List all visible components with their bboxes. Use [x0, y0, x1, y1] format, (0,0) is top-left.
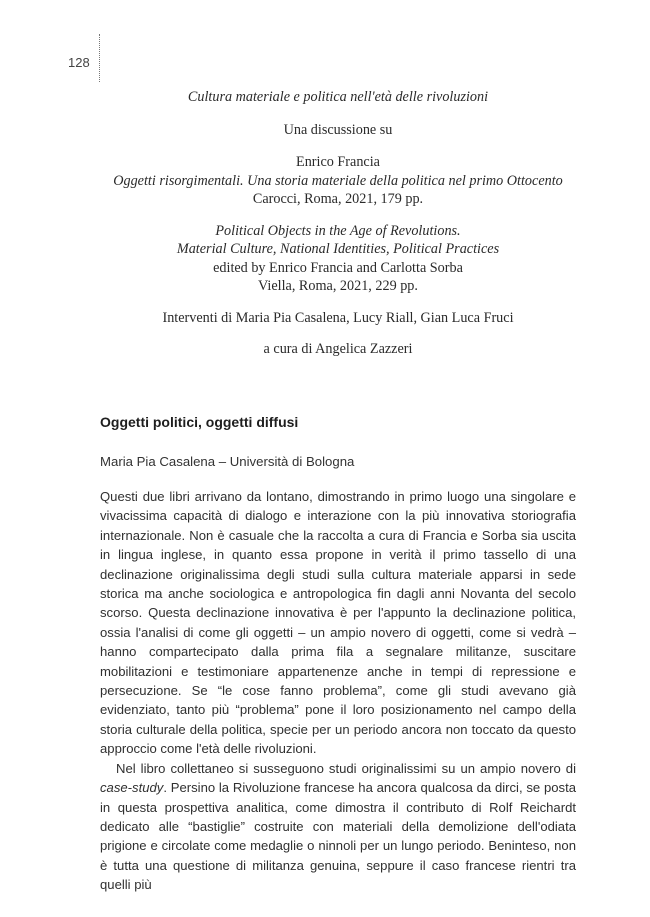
contributors-line: Interventi di Maria Pia Casalena, Lucy Riall, Gian Luca Fruci — [162, 309, 514, 326]
case-study-term: case-study — [100, 780, 164, 796]
paragraph-2-text-a: Nel libro collettaneo si susseguono studi originalissimi su un ampio novero di — [116, 760, 576, 776]
book2-title-line1: Political Objects in the Age of Revolutions. — [215, 222, 461, 239]
article-body — [100, 487, 576, 895]
article-section — [100, 414, 576, 469]
page-number: 128 — [68, 55, 90, 70]
book2-publisher: Viella, Roma, 2021, 229 pp. — [258, 278, 418, 294]
book1-author: Enrico Francia — [296, 154, 380, 170]
paragraph-2-text-b: . Persino la Rivoluzione francese ha ancora qualcosa da dirci, se posta in questa prospettiva analitica, come dimostra il contributo di Rolf Reichardt dedicato alle “bastiglie” costruite con materiali della demolizione dell'odiata prigione e circolate come medaglie o ninnoli per un lungo periodo. Beninteso, non è tutta una questione di militanza genuina, seppure il caso francese rientri tra quelli più — [100, 780, 576, 893]
book1-title: Oggetti risorgimentali. Una storia materiale della politica nel primo Ottocento — [113, 172, 563, 189]
paragraph-2 — [100, 759, 576, 895]
page-number-rule — [99, 34, 100, 82]
discussion-header — [100, 88, 576, 359]
series-title: Cultura materiale e politica nell'età delle rivoluzioni — [187, 89, 489, 105]
curator-line: a cura di Angelica Zazzeri — [263, 341, 413, 357]
paragraph-1: Questi due libri arrivano da lontano, dimostrando in primo luogo una singolare e vivacissima capacità di dialogo e interazione con la più innovativa storiografia internazionale. Non è casuale che la raccolta a cura di Francia e Sorba sia uscita in lingua inglese, in quanto essa propone in verità il primo tassello di una declinazione originalissima degli studi sulla cultura materiale apparsi in sede storica ma anche sociologica e antropologica fin dagli anni Novanta del secolo scorso. Questa declinazione innovativa è per l'appunto la declinazione politica, ossia l'analisi di come gli oggetti – un ampio novero di oggetti, come si vedrà – hanno compartecipato dalla prima fila a segnalare militanze, suscitare mobilitazioni e testimoniare appartenenze anche in tempi di repressione e persecuzione. Se “le cose fanno problema”, come gli studi avevano già evidenziato, tanto più “problema” pone il loro posizionamento nel campo della storia culturale della politica, specie per un periodo ancora non toccato da questo approccio come l'età delle rivoluzioni. — [100, 489, 576, 757]
discussion-label: Una discussione su — [283, 121, 393, 138]
book1-publisher: Carocci, Roma, 2021, 179 pp. — [252, 191, 424, 207]
section-author: Maria Pia Casalena – Università di Bologna — [100, 454, 355, 469]
book2-title-line2: Material Culture, National Identities, Political Practices — [176, 241, 500, 257]
section-title: Oggetti politici, oggetti diffusi — [100, 414, 299, 430]
book2-editors: edited by Enrico Francia and Carlotta Sorba — [213, 259, 463, 276]
